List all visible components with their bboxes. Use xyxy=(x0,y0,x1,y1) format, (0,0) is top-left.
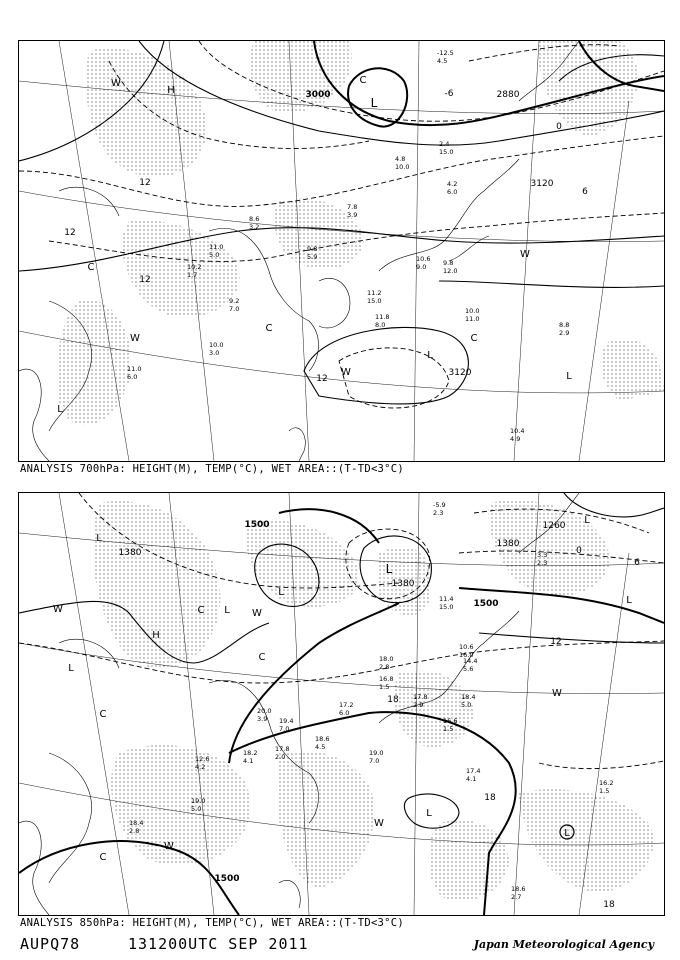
center-label: L xyxy=(426,808,432,819)
svg-text:19.0: 19.0 xyxy=(369,749,384,757)
svg-text:2.9: 2.9 xyxy=(413,701,424,709)
svg-text:9.0: 9.0 xyxy=(416,263,427,271)
center-label: L xyxy=(96,533,102,544)
svg-text:15.0: 15.0 xyxy=(439,148,454,156)
svg-text:2.4: 2.4 xyxy=(439,140,450,148)
center-label: W xyxy=(130,333,140,344)
svg-text:19.4: 19.4 xyxy=(279,717,294,725)
svg-text:3.0: 3.0 xyxy=(209,349,220,357)
center-label: W xyxy=(111,78,121,89)
svg-text:9.8: 9.8 xyxy=(443,259,454,267)
svg-text:7.0: 7.0 xyxy=(279,725,290,733)
svg-text:7.0: 7.0 xyxy=(229,305,240,313)
station xyxy=(599,779,613,795)
center-label: W xyxy=(341,367,351,378)
svg-text:8.6: 8.6 xyxy=(249,215,260,223)
station xyxy=(379,675,393,691)
center-label: L xyxy=(385,562,393,576)
svg-text:4.9: 4.9 xyxy=(510,435,521,443)
station xyxy=(439,140,453,156)
center-label: L xyxy=(370,96,378,110)
center-label: C xyxy=(87,262,95,273)
contour-label: 12 xyxy=(316,374,328,384)
center-label: W xyxy=(520,249,530,260)
center-label: W xyxy=(552,688,562,699)
svg-text:10.4: 10.4 xyxy=(510,427,525,435)
agency-name: Japan Meteorological Agency xyxy=(473,938,654,951)
center-label: C xyxy=(197,605,205,616)
contour-label: 12 xyxy=(139,275,151,285)
contour-label: 1500 xyxy=(244,520,270,530)
center-label: L xyxy=(68,663,74,674)
center-label: H xyxy=(167,85,175,96)
center-label: C xyxy=(99,709,107,720)
contour-label: 2880 xyxy=(496,90,520,100)
svg-text:15.0: 15.0 xyxy=(367,297,382,305)
station xyxy=(379,655,393,671)
center-label: L xyxy=(626,595,632,606)
svg-text:17.4: 17.4 xyxy=(466,767,481,775)
svg-text:7.8: 7.8 xyxy=(347,203,358,211)
station xyxy=(307,245,317,261)
contour-label: 18 xyxy=(603,900,615,910)
svg-text:10.2: 10.2 xyxy=(187,263,202,271)
svg-text:5.0: 5.0 xyxy=(209,251,220,259)
station xyxy=(229,297,239,313)
svg-text:8.0: 8.0 xyxy=(375,321,386,329)
svg-text:1.5: 1.5 xyxy=(599,787,610,795)
svg-text:4.1: 4.1 xyxy=(466,775,477,783)
station xyxy=(437,49,454,65)
contour-label: 1380 xyxy=(496,539,520,549)
station xyxy=(447,180,457,196)
svg-text:2.8: 2.8 xyxy=(129,827,140,835)
station xyxy=(537,551,547,567)
chart-850hpa xyxy=(18,492,665,916)
station xyxy=(249,215,259,231)
contour-label: 1260 xyxy=(542,521,566,531)
svg-text:10.6: 10.6 xyxy=(459,643,474,651)
svg-text:3.2: 3.2 xyxy=(249,223,260,231)
center-label: L xyxy=(57,404,63,415)
svg-text:6.0: 6.0 xyxy=(339,709,350,717)
svg-text:3.3: 3.3 xyxy=(537,551,548,559)
station xyxy=(466,767,480,783)
contour-label: 6 xyxy=(582,187,588,197)
contour-label: 12 xyxy=(139,178,151,188)
svg-text:8.8: 8.8 xyxy=(559,321,570,329)
svg-text:12.0: 12.0 xyxy=(443,267,458,275)
contour-label: 1380 xyxy=(391,579,415,589)
svg-text:10.0: 10.0 xyxy=(465,307,480,315)
svg-text:18.0: 18.0 xyxy=(379,655,394,663)
svg-text:14.4: 14.4 xyxy=(463,657,478,665)
svg-text:2.8: 2.8 xyxy=(379,663,390,671)
svg-text:12.6: 12.6 xyxy=(195,755,210,763)
svg-text:17.8: 17.8 xyxy=(413,693,428,701)
svg-text:18.4: 18.4 xyxy=(129,819,144,827)
contour-label: 12 xyxy=(550,637,562,647)
station xyxy=(315,735,329,751)
station xyxy=(243,749,257,765)
station xyxy=(375,313,389,329)
svg-text:15.0: 15.0 xyxy=(439,603,454,611)
contour-label: 18 xyxy=(484,793,496,803)
contour-label: 0 xyxy=(556,122,562,132)
station xyxy=(339,701,353,717)
svg-text:6.0: 6.0 xyxy=(447,188,458,196)
map-850hpa xyxy=(19,493,664,915)
wet-area xyxy=(57,41,664,426)
center-label: C xyxy=(470,333,478,344)
svg-text:9.8: 9.8 xyxy=(307,245,318,253)
svg-text:18.6: 18.6 xyxy=(511,885,526,893)
svg-text:16.8: 16.8 xyxy=(379,675,394,683)
contour-label: 3120 xyxy=(530,179,554,189)
station xyxy=(416,255,430,271)
svg-text:2.3: 2.3 xyxy=(537,559,548,567)
svg-text:4.2: 4.2 xyxy=(447,180,458,188)
svg-text:-12.5: -12.5 xyxy=(437,49,454,57)
svg-text:7.0: 7.0 xyxy=(369,757,380,765)
svg-text:18.4: 18.4 xyxy=(461,693,476,701)
svg-text:4.1: 4.1 xyxy=(243,757,254,765)
contour-label: 3120 xyxy=(448,368,472,378)
svg-text:11.2: 11.2 xyxy=(367,289,382,297)
center-label: W xyxy=(53,604,63,615)
svg-text:5.9: 5.9 xyxy=(307,253,318,261)
center-label: L xyxy=(564,828,570,839)
caption-850hpa: ANALYSIS 850hPa: HEIGHT(M), TEMP(°C), WET AREA::(T-TD<3°C) xyxy=(20,917,405,929)
svg-text:2.0: 2.0 xyxy=(275,753,286,761)
map-700hpa xyxy=(19,41,664,461)
svg-text:11.0: 11.0 xyxy=(127,365,142,373)
svg-text:11.0: 11.0 xyxy=(209,243,224,251)
center-label: C xyxy=(258,652,266,663)
contour-label: -6 xyxy=(444,89,454,99)
svg-text:3.9: 3.9 xyxy=(257,715,268,723)
station xyxy=(209,341,223,357)
svg-text:2.9: 2.9 xyxy=(559,329,570,337)
svg-text:-5.9: -5.9 xyxy=(433,501,446,509)
station xyxy=(510,427,524,443)
station xyxy=(559,321,569,337)
svg-text:1.5: 1.5 xyxy=(443,725,454,733)
contour-label: 18 xyxy=(387,695,399,705)
station xyxy=(127,365,141,381)
center-label: C xyxy=(359,75,367,86)
svg-text:20.0: 20.0 xyxy=(257,707,272,715)
contour-label: 1500 xyxy=(473,599,499,609)
svg-text:11.8: 11.8 xyxy=(375,313,390,321)
center-label: W xyxy=(252,608,262,619)
svg-text:5.6: 5.6 xyxy=(463,665,474,673)
svg-text:9.2: 9.2 xyxy=(229,297,240,305)
svg-text:16.2: 16.2 xyxy=(599,779,614,787)
contour-label: 12 xyxy=(64,228,76,238)
svg-text:11.0: 11.0 xyxy=(465,315,480,323)
center-label: L xyxy=(278,587,284,598)
svg-text:18.2: 18.2 xyxy=(243,749,258,757)
svg-text:10.0: 10.0 xyxy=(209,341,224,349)
contour-label: 3000 xyxy=(305,90,331,100)
svg-text:5.0: 5.0 xyxy=(191,805,202,813)
station xyxy=(443,259,457,275)
svg-text:11.4: 11.4 xyxy=(439,595,454,603)
station xyxy=(465,307,479,323)
contour-label: 1500 xyxy=(214,874,240,884)
station xyxy=(347,203,357,219)
svg-text:2.3: 2.3 xyxy=(433,509,444,517)
svg-text:5.0: 5.0 xyxy=(461,701,472,709)
station xyxy=(511,885,525,901)
station xyxy=(367,289,381,305)
svg-text:1.7: 1.7 xyxy=(187,271,198,279)
svg-text:1.5: 1.5 xyxy=(379,683,390,691)
station xyxy=(395,155,409,171)
center-label: C xyxy=(99,852,107,863)
center-label: L xyxy=(566,371,572,382)
caption-700hpa: ANALYSIS 700hPa: HEIGHT(M), TEMP(°C), WET AREA::(T-TD<3°C) xyxy=(20,463,405,475)
station xyxy=(463,657,477,673)
station xyxy=(439,595,453,611)
svg-text:16.0: 16.0 xyxy=(459,651,474,659)
contour-label: 0 xyxy=(576,546,582,556)
valid-time: 131200UTC SEP 2011 xyxy=(128,935,309,953)
center-label: C xyxy=(265,323,273,334)
svg-text:10.6: 10.6 xyxy=(416,255,431,263)
svg-text:17.8: 17.8 xyxy=(275,745,290,753)
svg-text:4.5: 4.5 xyxy=(315,743,326,751)
svg-text:4.8: 4.8 xyxy=(395,155,406,163)
center-label: L xyxy=(584,515,590,526)
svg-text:19.0: 19.0 xyxy=(191,797,206,805)
svg-text:16.6: 16.6 xyxy=(443,717,458,725)
wet-area xyxy=(93,500,653,901)
svg-text:3.9: 3.9 xyxy=(347,211,358,219)
station xyxy=(433,501,446,517)
svg-text:10.0: 10.0 xyxy=(395,163,410,171)
center-label: L xyxy=(224,605,230,616)
svg-text:6.0: 6.0 xyxy=(127,373,138,381)
center-label: H xyxy=(152,630,160,641)
svg-text:17.2: 17.2 xyxy=(339,701,354,709)
svg-text:4.5: 4.5 xyxy=(437,57,448,65)
contour-label: 6 xyxy=(634,558,640,568)
chart-id: AUPQ78 xyxy=(20,935,81,953)
center-label: L xyxy=(427,350,433,361)
center-label: W xyxy=(374,818,384,829)
center-label: W xyxy=(164,841,174,852)
svg-text:18.6: 18.6 xyxy=(315,735,330,743)
svg-text:4.2: 4.2 xyxy=(195,763,206,771)
station xyxy=(461,693,475,709)
chart-700hpa xyxy=(18,40,665,462)
svg-text:2.7: 2.7 xyxy=(511,893,522,901)
station xyxy=(369,749,383,765)
contour-label: 1380 xyxy=(118,548,142,558)
station xyxy=(257,707,271,723)
